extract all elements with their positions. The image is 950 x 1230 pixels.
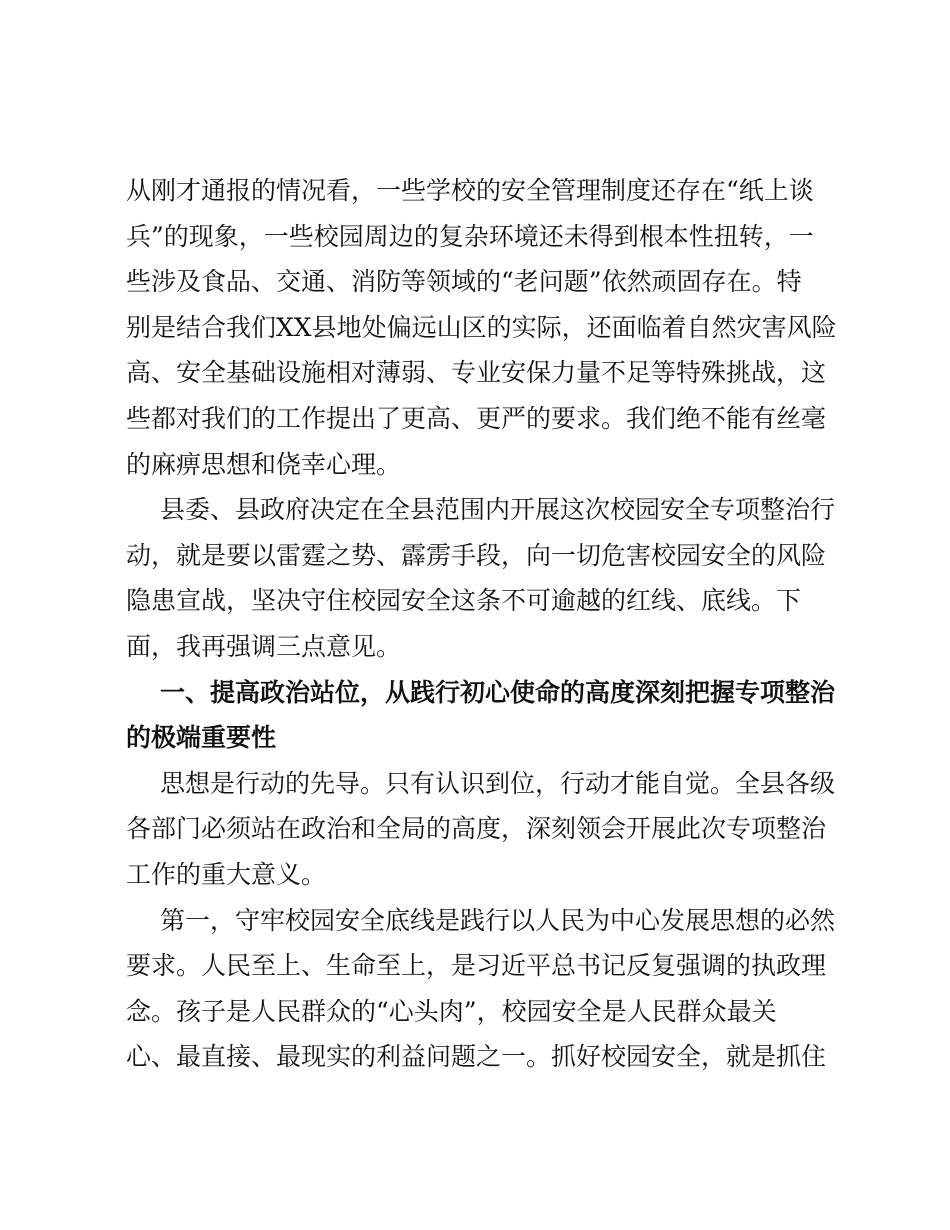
paragraph-line: 的麻痹思想和侥幸心理。 xyxy=(126,449,402,479)
paragraph-line: 高、安全基础设施相对薄弱、专业安保力量不足等特殊挑战，这 xyxy=(126,358,827,388)
paragraph-line: 各部门必须站在政治和全局的高度，深刻领会开展此次专项整治 xyxy=(126,814,827,844)
paragraph-line: 别是结合我们XX县地处偏远山区的实际，还面临着自然灾害风险 xyxy=(126,312,837,342)
paragraph-line: 工作的重大意义。 xyxy=(126,859,327,889)
paragraph-line: 第一，守牢校园安全底线是践行以人民为中心发展思想的必然 xyxy=(160,905,836,935)
paragraph-line: 从刚才通报的情况看，一些学校的安全管理制度还存在“纸上谈 xyxy=(126,176,814,205)
paragraph-line: 县委、县政府决定在全县范围内开展这次校园安全专项整治行 xyxy=(160,495,836,525)
paragraph-line: 些都对我们的工作提出了更高、更严的要求。我们绝不能有丝毫 xyxy=(126,403,827,433)
paragraph-line: 面，我再强调三点意见。 xyxy=(126,631,402,661)
paragraph-line: 隐患宣战，坚决守住校园安全这条不可逾越的红线、底线。下 xyxy=(126,586,802,616)
heading-line: 一、提高政治站位，从践行初心使命的高度深刻把握专项整治 xyxy=(160,677,836,707)
paragraph-line: 兵”的现象，一些校园周边的复杂环境还未得到根本性扭转，一 xyxy=(126,221,814,251)
paragraph-line: 要求。人民至上、生命至上，是习近平总书记反复强调的执政理 xyxy=(126,951,827,981)
document-body xyxy=(126,168,837,1080)
paragraph-line: 思想是行动的先导。只有认识到位，行动才能自觉。全县各级 xyxy=(160,768,836,798)
paragraph-line: 念。孩子是人民群众的“心头肉”，校园安全是人民群众最关 xyxy=(126,996,777,1026)
paragraph-line: 些涉及食品、交通、消防等领域的“老问题”依然顽固存在。特 xyxy=(126,267,802,297)
paragraph-4 xyxy=(126,898,836,1080)
paragraph-3 xyxy=(126,761,836,898)
heading-line: 的极端重要性 xyxy=(126,723,277,753)
paragraph-line: 心、最直接、最现实的利益问题之一。抓好校园安全，就是抓住 xyxy=(126,1042,827,1072)
paragraph-2 xyxy=(126,487,836,669)
section-heading-1 xyxy=(126,670,836,761)
paragraph-1 xyxy=(126,168,837,487)
paragraph-line: 动，就是要以雷霆之势、霹雳手段，向一切危害校园安全的风险 xyxy=(126,540,827,570)
